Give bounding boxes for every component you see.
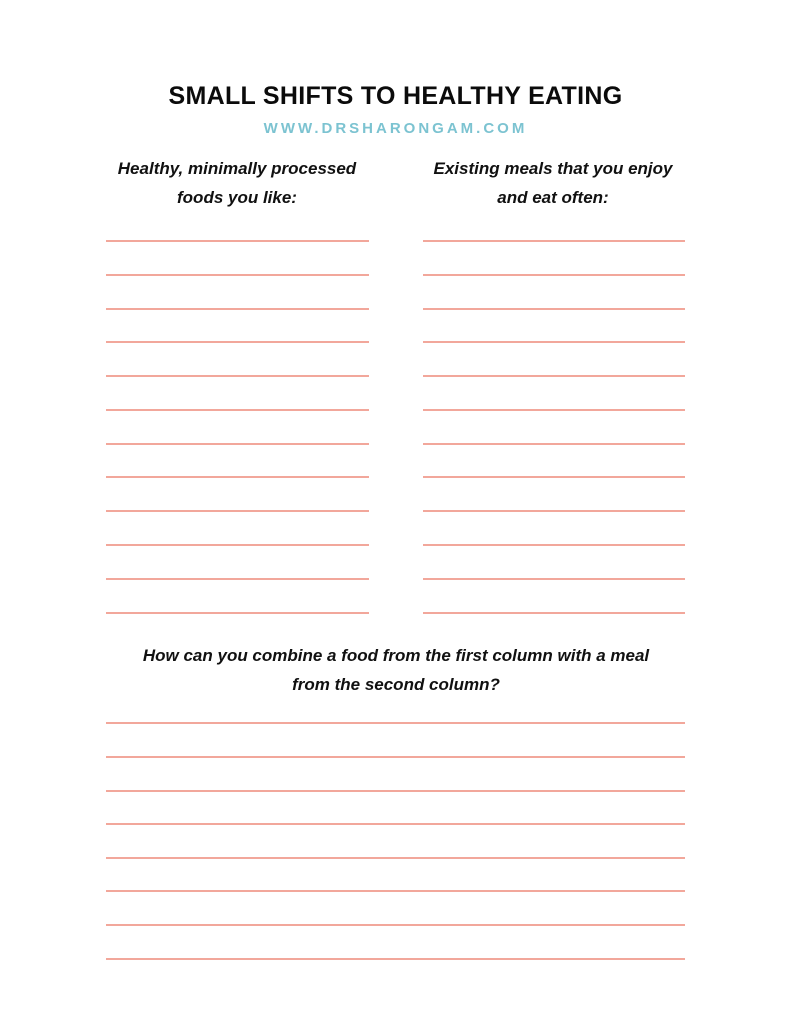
writing-line (106, 274, 369, 276)
website-url: WWW.DRSHARONGAM.COM (263, 120, 528, 137)
writing-line (423, 341, 685, 343)
combine-question-line-1: How can you combine a food from the first column with a meal (142, 646, 650, 665)
writing-line (106, 722, 685, 724)
writing-line (423, 544, 685, 546)
left-column-writing-lines (106, 240, 369, 620)
writing-line (106, 443, 369, 445)
writing-line (106, 890, 685, 892)
writing-line (423, 443, 685, 445)
writing-line (106, 510, 369, 512)
writing-line (423, 510, 685, 512)
left-column-heading-line-2: foods you like: (177, 188, 297, 207)
writing-line (423, 274, 685, 276)
writing-line (106, 240, 369, 242)
writing-line (106, 612, 369, 614)
right-column-heading (412, 154, 694, 212)
writing-line (423, 578, 685, 580)
left-column-heading (96, 154, 378, 212)
writing-line (423, 375, 685, 377)
writing-line (106, 341, 369, 343)
writing-line (423, 409, 685, 411)
writing-line (106, 578, 369, 580)
writing-line (106, 823, 685, 825)
writing-line (106, 790, 685, 792)
writing-line (106, 958, 685, 960)
writing-line (106, 857, 685, 859)
writing-line (423, 308, 685, 310)
writing-line (106, 409, 369, 411)
right-column-writing-lines (423, 240, 685, 620)
right-column-heading-line-1: Existing meals that you enjoy (433, 159, 673, 178)
right-column-heading-line-2: and eat often: (497, 188, 609, 207)
page-title: SMALL SHIFTS TO HEALTHY EATING (168, 82, 623, 110)
writing-line (106, 308, 369, 310)
writing-line (423, 612, 685, 614)
writing-line (106, 476, 369, 478)
combine-question-line-2: from the second column? (292, 675, 500, 694)
writing-line (106, 924, 685, 926)
combine-question-heading (80, 641, 712, 699)
left-column-heading-line-1: Healthy, minimally processed (117, 159, 357, 178)
writing-line (106, 756, 685, 758)
writing-line (106, 375, 369, 377)
writing-line (423, 240, 685, 242)
writing-line (423, 476, 685, 478)
combine-writing-lines (106, 722, 685, 967)
writing-line (106, 544, 369, 546)
